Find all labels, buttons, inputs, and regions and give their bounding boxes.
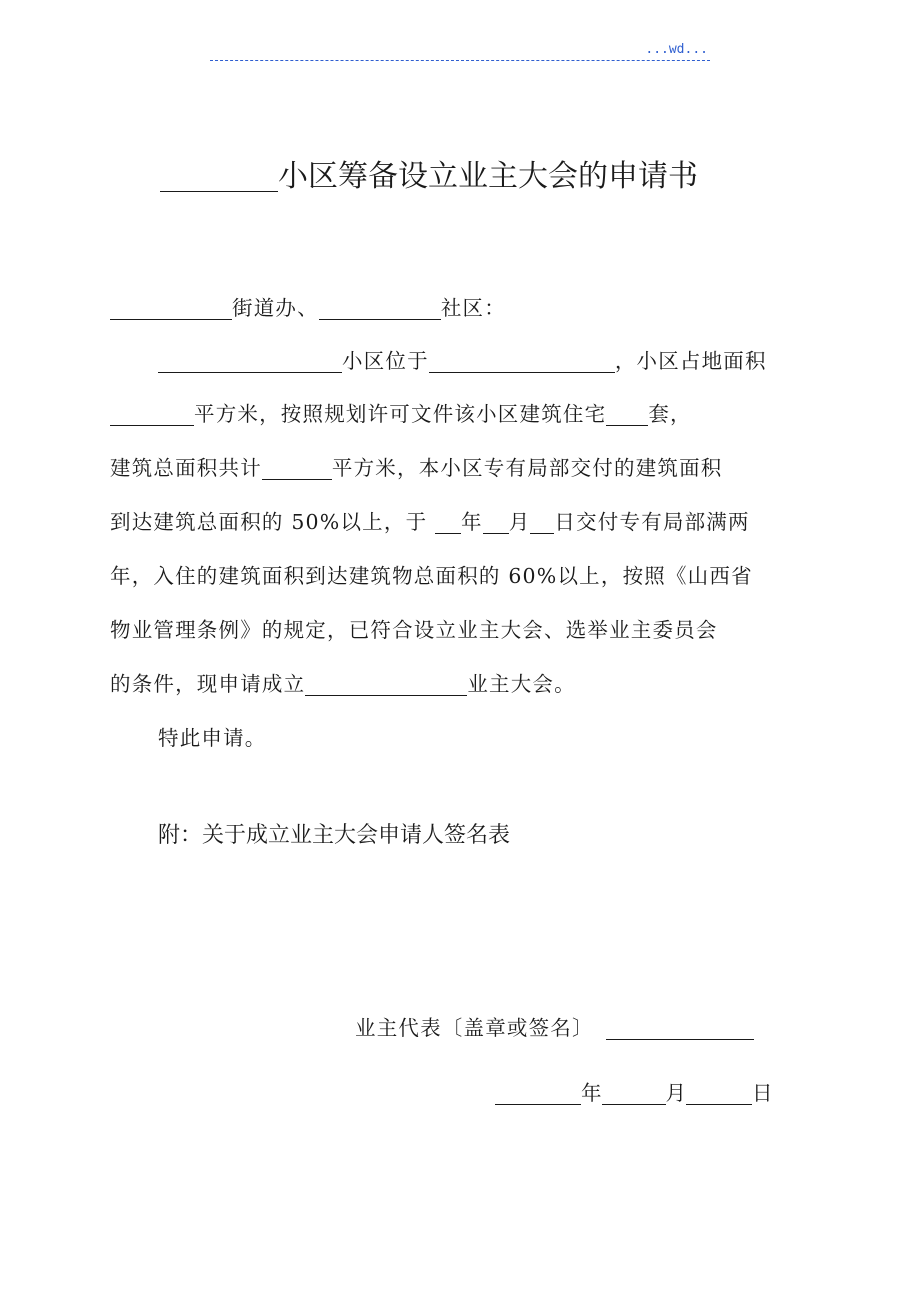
body-line-2 <box>110 396 830 432</box>
body-text-2a: 平方米，按照规划许可文件该小区建筑住宅 <box>194 402 607 426</box>
year-blank[interactable] <box>435 507 461 534</box>
location-blank[interactable] <box>429 346 615 373</box>
closing-text: 特此申请。 <box>158 726 267 750</box>
community-blank[interactable] <box>319 293 441 320</box>
body-text-7b: 业主大会。 <box>467 672 576 696</box>
date-year-blank[interactable] <box>495 1078 581 1105</box>
street-office-blank[interactable] <box>110 293 232 320</box>
signature-line <box>355 1010 754 1046</box>
body-text-2b: 套， <box>648 402 692 426</box>
attachment-note: 附：关于成立业主大会申请人签名表 <box>158 823 511 848</box>
body-line-6 <box>110 612 830 648</box>
body-text-3a: 建筑总面积共计 <box>110 456 262 480</box>
land-area-blank[interactable] <box>110 399 194 426</box>
header-rule <box>210 44 710 61</box>
year-label: 年 <box>461 510 483 534</box>
body-text-6: 物业管理条例》的规定，已符合设立业主大会、选举业主委员会 <box>110 618 718 642</box>
body-line-4 <box>110 504 830 540</box>
closing-line <box>110 720 830 756</box>
date-line <box>495 1075 773 1111</box>
date-month-label: 月 <box>665 1081 686 1105</box>
body-text-4b: 日交付专有局部满两 <box>554 510 750 534</box>
body-text-1b: ，小区占地面积 <box>614 349 767 373</box>
body-text-3b: 平方米，本小区专有局部交付的建筑面积 <box>331 456 723 480</box>
body-line-1 <box>110 343 830 379</box>
total-area-blank[interactable] <box>262 453 332 480</box>
body-text-1a: 小区位于 <box>342 349 429 373</box>
title-text: 小区筹备设立业主大会的申请书 <box>278 159 698 194</box>
body-line-5 <box>110 558 830 594</box>
housing-units-blank[interactable] <box>606 399 648 426</box>
owners-assembly-blank[interactable] <box>305 669 467 696</box>
date-year-label: 年 <box>581 1081 602 1105</box>
month-label: 月 <box>508 510 531 534</box>
title-blank[interactable] <box>160 165 278 192</box>
month-blank[interactable] <box>483 507 509 534</box>
body-line-7 <box>110 666 830 702</box>
header-mark: ...wd... <box>641 42 708 57</box>
body-line-3 <box>110 450 830 486</box>
date-month-blank[interactable] <box>602 1078 666 1105</box>
date-day-blank[interactable] <box>686 1078 752 1105</box>
signature-blank[interactable] <box>606 1013 754 1040</box>
addressee-text-1: 街道办、 <box>232 296 319 320</box>
community-name-blank[interactable] <box>158 346 342 373</box>
body-text-5: 年，入住的建筑面积到达建筑物总面积的 60%以上，按照《山西省 <box>110 564 753 588</box>
addressee-text-2: 社区： <box>440 296 506 320</box>
date-day-label: 日 <box>752 1081 773 1105</box>
body-text-4a: 到达建筑总面积的 50%以上，于 <box>110 510 435 534</box>
body-text-7a: 的条件，现申请成立 <box>110 672 306 696</box>
addressee-line <box>110 290 830 326</box>
signature-label: 业主代表〔盖章或签名〕 <box>355 1016 594 1040</box>
day-blank[interactable] <box>530 507 554 534</box>
document-title <box>160 154 800 200</box>
